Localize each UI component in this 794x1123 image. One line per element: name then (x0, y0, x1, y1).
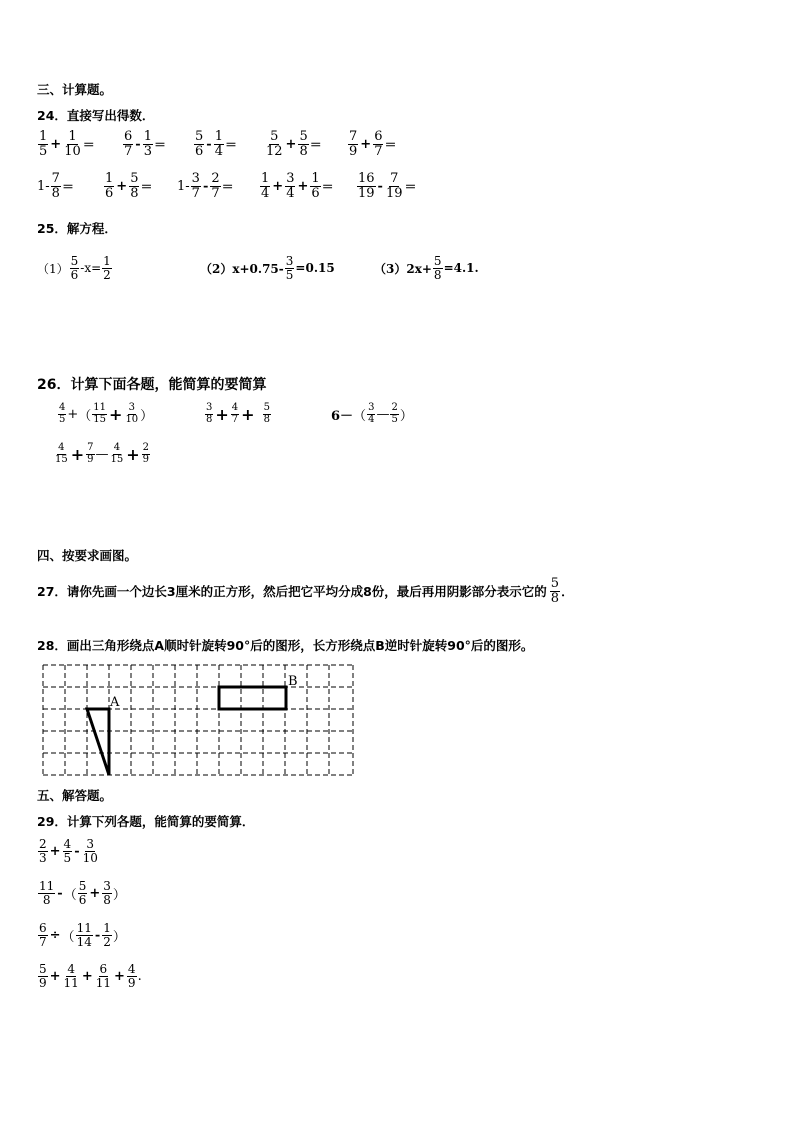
rectangle-shape (219, 687, 286, 709)
section-3-heading: 三、计算题。 (37, 82, 113, 97)
q25-title: 25．解方程． (37, 221, 117, 236)
point-a-label: A (110, 695, 120, 710)
q25-equation-3: （3）2x+ $\frac{5}{8}$ =4.1. (374, 254, 479, 282)
q29-title: 29．计算下列各题，能简算的要简算． (37, 814, 255, 829)
q24-r2-e4: 1 4 + $\frac{3}{4}$ + $\frac{1}{6}$ ＝ (261, 171, 334, 201)
q24-r1-e4: 5 12 + $\frac{5}{8}$ ＝ (266, 129, 322, 159)
q29-line-4: 5 9 + $\frac{4}{11}$ + $\frac{6}{11}$ + $\frac{4}{9}$ . (39, 962, 142, 990)
triangle-shape (87, 709, 109, 775)
q24-r2-e2: 1 6 + $\frac{5}{8}$ ＝ (105, 171, 153, 201)
point-b-label: B (288, 674, 298, 689)
q26-problem-1: 4 5 + （ 11 15 + $\frac{3}{10}$ ） (59, 402, 154, 425)
q24-r1-e2: 6 7 - 1 3 ＝ (124, 129, 166, 159)
q24-r1-e3: 5 6 - 1 4 ＝ (195, 129, 237, 159)
q24-r1-e1: 1 5 + $\frac{1}{10}$ ＝ (39, 129, 95, 159)
q29-line-3: $\frac{6}{7}$ ÷ （ 11 14 - 1 2 ） (39, 921, 126, 949)
q29-line-1: 2 3 + $\frac{4}{5}$ - 3 10 (39, 837, 98, 865)
q26-title: 26．计算下面各题，能简算的要简算 (37, 377, 267, 393)
q24-r1-e5: 7 9 + $\frac{6}{7}$ ＝ (349, 129, 397, 159)
section-4-heading: 四、按要求画图。 (37, 548, 138, 563)
q27-text: 27．请你先画一个边长3厘米的正方形，然后把它平均分成8份，最后再用阴影部分表示它的 5 8 ． (37, 576, 574, 606)
q29-line-2: 11 8 - （ 5 6 + $\frac{3}{8}$ ） (39, 879, 126, 907)
q24-r2-e1: 1- 7 8 ＝ (37, 171, 74, 201)
q24-r2-e3: 1- 3 7 - 2 7 ＝ (177, 171, 234, 201)
section-5-heading: 五、解答题。 (37, 788, 113, 803)
q24-title: 24．直接写出得数． (37, 108, 155, 123)
q24-r2-e5: 16 19 - 7 19 ＝ (358, 171, 417, 201)
q28-text: 28．画出三角形绕点A顺时针旋转90°后的图形，长方形绕点B逆时针旋转90°后的图形。 (37, 638, 534, 653)
q26-problem-2: 3 8 + $\frac{4}{7}$ + 5 8 (206, 402, 270, 425)
q25-equation-2: （2）x+0.75- $\frac{3}{5}$ =0.15 (200, 254, 335, 282)
q26-problem-4: 4 15 + $\frac{7}{9}$ — 4 15 + $\frac{2}{9}$ (55, 442, 150, 465)
q26-problem-3: 6－ （ 3 4 — 2 5 ） (331, 402, 413, 425)
q25-equation-1: （1） 5 6 -x= $\frac{1}{2}$ (37, 254, 111, 282)
rotation-grid-figure (42, 664, 354, 776)
